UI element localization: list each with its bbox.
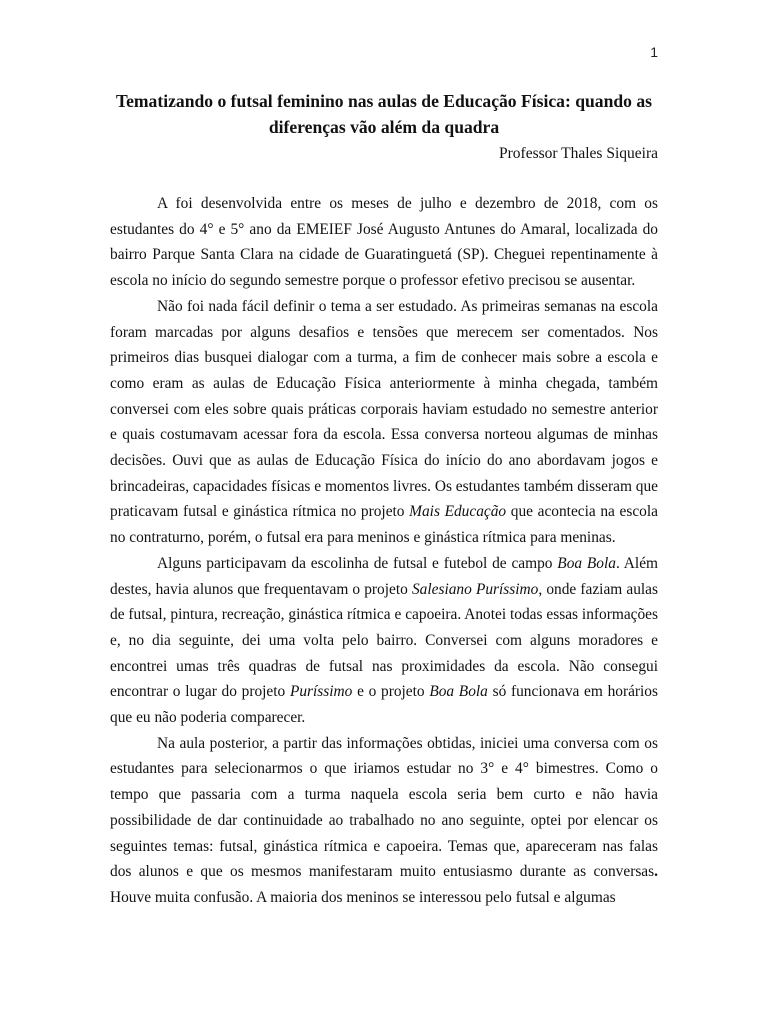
author-name: Professor Thales Siqueira <box>499 145 658 162</box>
paragraph-2-text-b: que acontecia na escola no contraturno, porém, o futsal era para meninos e ginástica rítmica para meninas. <box>110 503 658 547</box>
project-name-salesiano-purissimo: Salesiano Puríssimo <box>411 580 539 598</box>
project-name-purissimo: Puríssimo <box>289 683 353 701</box>
paragraph-1: A foi desenvolvida entre os meses de julho e dezembro de 2018, com os estudantes do 4° e 5° ano da EMEIEF José Augusto Antunes do Amaral, localizada do bairro Parque Santa Clara na cidade de Guaratinguetá (SP). Cheguei repentinamente à escola no início do segundo semestre porque o professor efetivo precisou se ausentar. <box>110 195 658 290</box>
project-name-boa-bola: Boa Bola <box>557 554 616 572</box>
paragraph-2 <box>110 294 658 551</box>
paragraph-4 <box>110 731 658 911</box>
paragraph-3 <box>110 551 658 731</box>
page-number: 1 <box>650 44 658 60</box>
paragraph-3-text-c: , onde faziam aulas de futsal, pintura, recreação, ginástica rítmica e capoeira. Anotei todas essas informações e, no dia seguinte, dei uma volta pelo bairro. Conversei com alguns moradores e encontrei umas três quadras de futsal nas proximidades da escola. Não consegui encontrar o lugar do projeto <box>110 580 659 701</box>
project-name-boa-bola-2: Boa Bola <box>429 683 488 701</box>
document-title: Tematizando o futsal feminino nas aulas de Educação Física: quando as diferenças vão além da quadra <box>115 91 653 137</box>
bold-period: . <box>654 863 658 881</box>
paragraph-3-text-d: e o projeto <box>352 683 430 701</box>
paragraph-3-text-e: só funcionava em horários que eu não poderia comparecer. <box>110 683 658 727</box>
paragraph-4-text-b: Houve muita confusão. A maioria dos meninos se interessou pelo futsal e algumas <box>110 888 616 906</box>
paragraph-2-text-a: Não foi nada fácil definir o tema a ser estudado. As primeiras semanas na escola foram marcadas por alguns desafios e tensões que merecem ser comentados. Nos primeiros dias busquei dialogar com a turma, a fim de conhecer mais sobre a escola e como eram as aulas de Educação Física anteriormente à minha chegada, também conversei com eles sobre quais práticas corporais haviam estudado no semestre anterior e quais costumavam acessar fora da escola. Essa conversa norteou algumas de minhas decisões. Ouvi que as aulas de Educação Física do início do ano abordavam jogos e brincadeiras, capacidades físicas e momentos livres. Os estudantes também disseram que praticavam futsal e ginástica rítmica no projeto <box>110 297 658 521</box>
paragraph-3-text-a: Alguns participavam da escolinha de futsal e futebol de campo <box>157 554 558 572</box>
paragraph-4-text-a: Na aula posterior, a partir das informações obtidas, iniciei uma conversa com os estudantes para selecionarmos o que iriamos estudar no 3° e 4° bimestres. Como o tempo que passaria com a turma naquela escola seria bem curto e não havia possibilidade de dar continuidade ao trabalhado no ano seguinte, optei por elencar os seguintes temas: futsal, ginástica rítmica e capoeira. Temas que, apareceram nas falas dos alunos e que os mesmos manifestaram muito entusiasmo durante as conversas <box>110 734 658 881</box>
paragraph-3-text-b: . Além destes, havia alunos que frequentavam o projeto <box>110 554 658 598</box>
body-text <box>110 191 658 911</box>
project-name-mais-educacao: Mais Educação <box>409 503 507 521</box>
